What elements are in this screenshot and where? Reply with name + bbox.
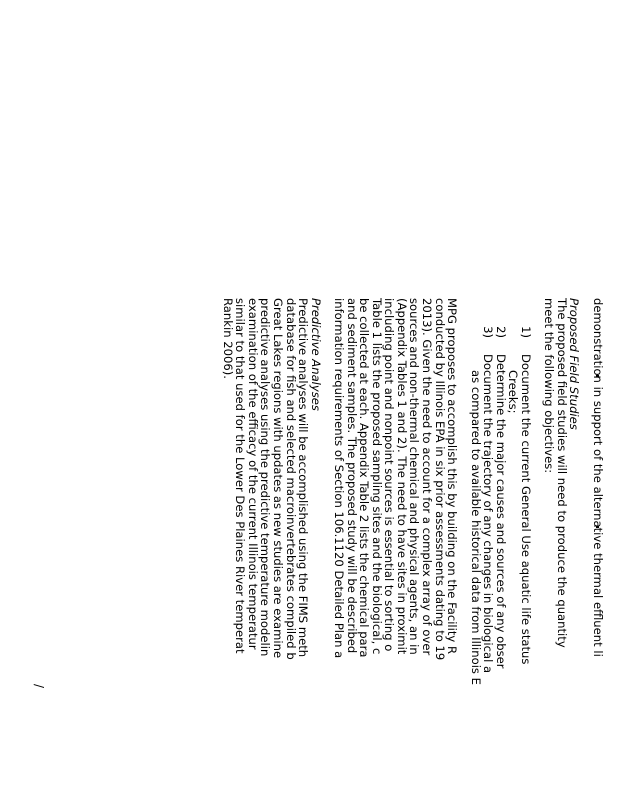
paragraph-line: and sediment samples. The proposed study will be described bbox=[344, 298, 359, 654]
paragraph-line: 2013). Given the need to account for a complex array of over bbox=[419, 298, 434, 656]
paragraph-line: information requirements of Section 106.1120 Detailed Plan a bbox=[332, 298, 347, 659]
paragraph-line: Rankin 2006). bbox=[220, 298, 235, 379]
field-intro-line: The proposed field studies will need to produce the quantity bbox=[554, 298, 569, 648]
list-text: Determine the major causes and sources of any obser bbox=[493, 354, 508, 669]
list-item bbox=[519, 298, 532, 800]
paragraph-line: similar to that used for the Lower Des Plaines River temperat bbox=[233, 298, 248, 654]
predictive-heading: Predictive Analyses bbox=[308, 298, 323, 411]
list-number: 2) bbox=[493, 326, 508, 338]
paragraph-line: Great Lakes regions with updates as new studies are examine bbox=[270, 298, 285, 659]
rotated-text-block bbox=[134, 298, 604, 800]
list-text: Document the trajectory of any changes in biological a bbox=[481, 354, 496, 674]
paragraph-line: including point and nonpoint sources is essential to sorting o bbox=[382, 298, 397, 652]
objectives-list bbox=[469, 298, 532, 800]
paragraph-line: sources and non-thermal chemical and physical agents, an in bbox=[407, 298, 422, 655]
paragraph-line: examination of the efficacy of the current Illinois temperatur bbox=[245, 298, 260, 650]
paragraph-line: (Appendix Tables 1 and 2). The need to have sites in proximit bbox=[394, 298, 409, 655]
list-number: 1) bbox=[518, 326, 533, 338]
paragraph-line: conducted by Illinois EPA in six prior assessments dating to 19 bbox=[432, 298, 447, 661]
mpg-paragraph bbox=[333, 298, 458, 800]
paragraph-line: Table 1 lists the proposed sampling sites and the biological, c bbox=[369, 298, 384, 655]
paragraph-line: be collected at each. Appendix Table 2 lists the chemical para bbox=[357, 298, 372, 658]
list-item bbox=[482, 298, 495, 800]
field-studies-heading: Proposed Field Studies bbox=[567, 298, 582, 430]
top-line: demonstration in support of the alternative thermal effluent li bbox=[591, 298, 605, 657]
field-intro-line: meet the following objectives: bbox=[542, 298, 557, 474]
paragraph-line: predictive analyses using the predictive temperature modelin bbox=[258, 298, 273, 657]
predictive-paragraph bbox=[221, 298, 309, 800]
list-item bbox=[494, 298, 507, 800]
list-number: 3) bbox=[481, 326, 496, 338]
list-text: Document the current General Use aquatic life status bbox=[518, 354, 533, 665]
paragraph-line: MPG proposes to accomplish this by building on the Facility R bbox=[445, 298, 460, 655]
paragraph-line: Predictive analyses will be accomplished using the FIMS meth bbox=[296, 298, 311, 658]
list-text-continued: as compared to available historical data from Illinois E bbox=[468, 370, 483, 685]
stray-mark: / bbox=[32, 684, 46, 689]
paragraph-line: database for fish and selected macroinvertebrates compiled b bbox=[283, 298, 298, 660]
list-text-continued: Creeks; bbox=[506, 370, 521, 414]
